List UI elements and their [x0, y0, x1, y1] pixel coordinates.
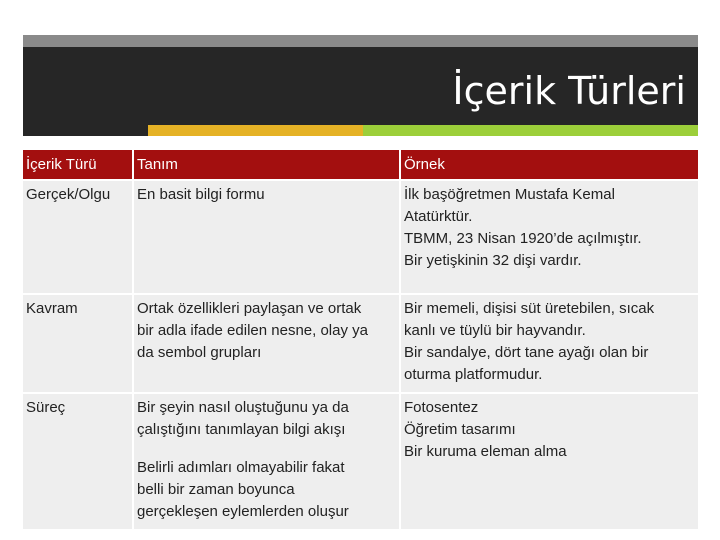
header-definition: Tanım: [133, 150, 400, 180]
definition-line: çalıştığını tanımlayan bilgi akışı: [137, 421, 346, 438]
example-line: Bir sandalye, dört tane ayağı olan bir: [404, 344, 649, 361]
header-example: Örnek: [400, 150, 698, 180]
accent-segment-green: [363, 125, 698, 136]
example-line: Bir yetişkinin 32 dişi vardır.: [404, 252, 582, 269]
slide-title: İçerik Türleri: [452, 69, 686, 113]
definition-line: da sembol grupları: [137, 344, 262, 361]
cell-type: Süreç: [23, 393, 133, 529]
table-row: [23, 393, 698, 529]
table-header-row: [23, 150, 698, 180]
definition-line: Bir şeyin nasıl oluştuğunu ya da: [137, 399, 349, 416]
example-line: TBMM, 23 Nisan 1920’de açılmıştır.: [404, 230, 642, 247]
example-line: Bir memeli, dişisi süt üretebilen, sıcak: [404, 300, 655, 317]
definition-note-line: gerçekleşen eylemlerden oluşur: [137, 503, 349, 520]
cell-definition: [133, 393, 400, 529]
cell-type: Kavram: [23, 294, 133, 393]
cell-examples: [400, 180, 698, 294]
cell-definition: [133, 180, 400, 294]
cell-examples: [400, 393, 698, 529]
definition-line: bir adla ifade edilen nesne, olay ya: [137, 322, 368, 339]
header-content-type: İçerik Türü: [23, 150, 133, 180]
top-strip: [23, 35, 698, 47]
table-row: [23, 180, 698, 294]
example-line: Atatürktür.: [404, 208, 473, 225]
example-line: kanlı ve tüylü bir hayvandır.: [404, 322, 586, 339]
example-line: oturma platformudur.: [404, 366, 543, 383]
example-line: Fotosentez: [404, 399, 479, 416]
definition-note-line: Belirli adımları olmayabilir fakat: [137, 459, 345, 476]
accent-bar: [23, 125, 698, 136]
cell-definition: [133, 294, 400, 393]
definition-line: En basit bilgi formu: [137, 186, 265, 203]
definition-line: Ortak özellikleri paylaşan ve ortak: [137, 300, 362, 317]
table-row: [23, 294, 698, 393]
title-band: [23, 47, 698, 125]
content-types-table: [23, 150, 698, 529]
example-line: Öğretim tasarımı: [404, 421, 516, 438]
cell-type: Gerçek/Olgu: [23, 180, 133, 294]
definition-note-line: belli bir zaman boyunca: [137, 481, 295, 498]
cell-examples: [400, 294, 698, 393]
paragraph-gap: [137, 441, 393, 457]
accent-segment-yellow: [148, 125, 363, 136]
example-line: Bir kuruma eleman alma: [404, 443, 567, 460]
accent-segment-dark: [23, 125, 148, 136]
example-line: İlk başöğretmen Mustafa Kemal: [404, 186, 615, 203]
